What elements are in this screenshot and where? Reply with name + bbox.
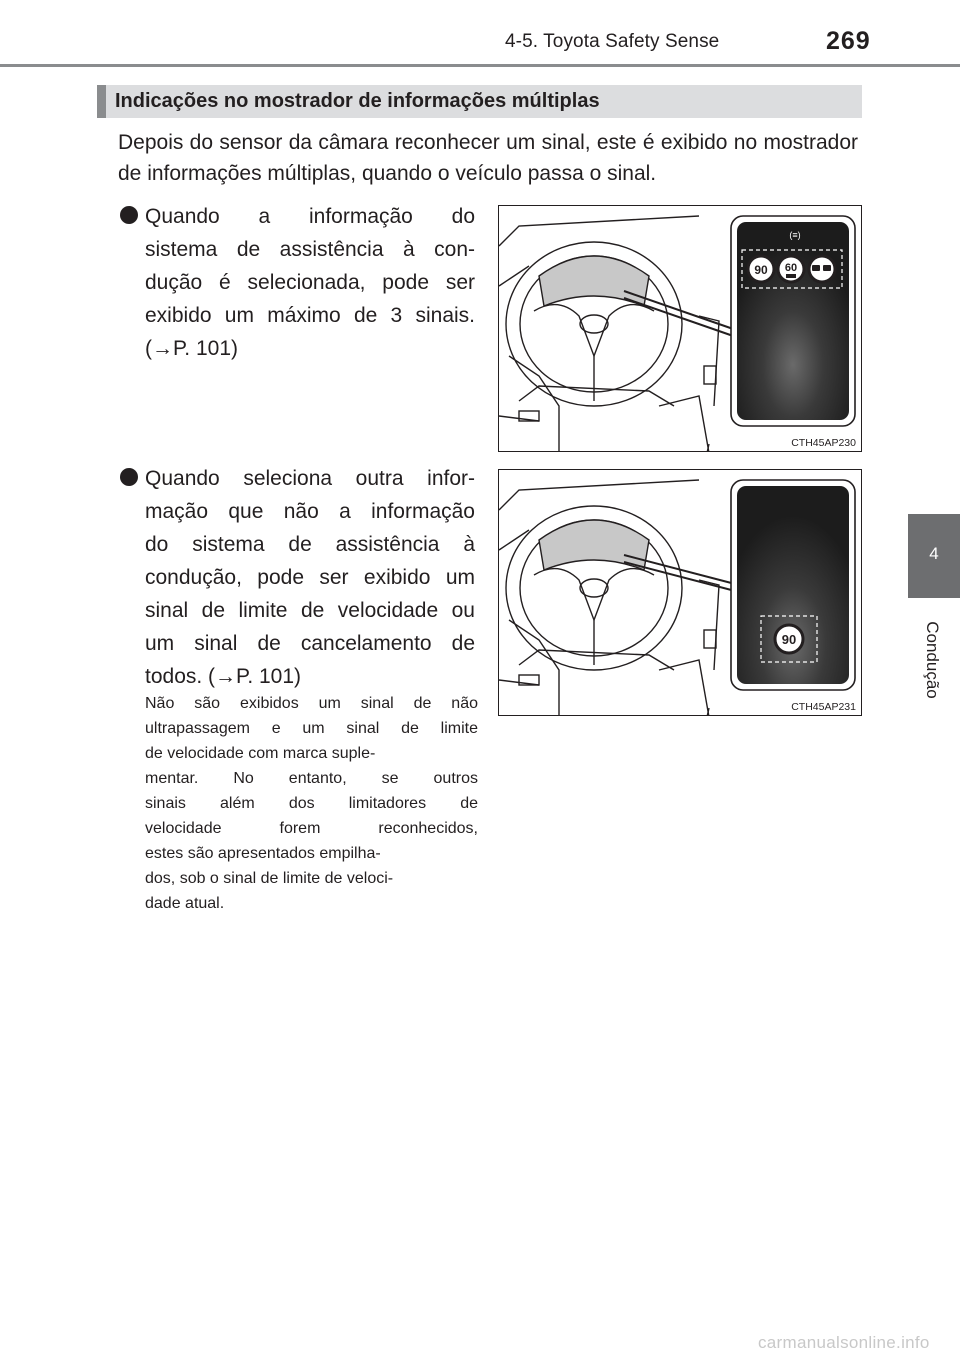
bullet-icon [120,206,138,224]
header-section-title: 4-5. Toyota Safety Sense [505,31,720,52]
bullet-line: Quando seleciona outra infor- [145,467,475,490]
page-reference: (→P. 101) [145,337,238,360]
figure-code: CTH45AP230 [791,437,856,449]
steering-wheel-illustration [499,206,862,452]
bullet-line: um sinal de cancelamento de [145,632,475,655]
note-line: mentar. No entanto, se outros [145,770,478,787]
bullet-line: dução é selecionada, pode ser [145,271,475,294]
bullet-line: Quando a informação do [145,205,475,228]
speed-limit-90-icon [775,625,803,653]
watermark: carmanualsonline.info [758,1333,930,1352]
svg-text:(≡): (≡) [789,230,801,240]
steering-wheel-illustration [499,470,862,716]
intro-line: mostrador de informações múltiplas, quando o veículo passa o sinal. [118,131,858,185]
speed-limit-90-icon [748,256,774,282]
note-line: dos, sob o sinal de limite de veloci- [145,870,394,887]
bullet-line: exibido um máximo de 3 sinais. [145,304,475,327]
svg-text:60: 60 [784,262,798,274]
speed-limit-60-icon [778,256,804,282]
svg-text:90: 90 [781,632,797,647]
chapter-tab [908,514,960,598]
no-overtaking-icon [809,256,835,282]
section-title: Indicações no mostrador de informações múltiplas [115,90,600,112]
dashboard-illustration [498,469,862,716]
chapter-label: Condução [923,621,942,699]
bullet-line: sistema de assistência à con- [145,238,475,261]
dashboard-illustration [498,205,862,452]
note-line: Não são exibidos um sinal de não [145,695,478,712]
bullet-line: mação que não a informação [145,500,475,523]
note-line: ultrapassagem e um sinal de limite [145,720,478,737]
note-line: dade atual. [145,895,225,912]
bullet-line: condução, pode ser exibido um [145,566,475,589]
intro-paragraph [118,127,858,189]
page-reference: todos. (→P. 101) [145,665,302,688]
figure-code: CTH45AP231 [791,701,856,713]
section-heading-bar [97,85,862,118]
svg-text:90: 90 [754,263,768,277]
header-divider [0,64,960,67]
note-line: de velocidade com marca suple- [145,745,376,762]
intro-line: Depois do sensor da câmara reconhecer um sinal, este é exibido no [118,131,758,154]
note-line: estes são apresentados empilha- [145,845,381,862]
page-number: 269 [826,27,871,55]
bullet-icon [120,468,138,486]
bullet-line: sinal de limite de velocidade ou [145,599,475,622]
chapter-number: 4 [929,544,939,563]
bullet-line: do sistema de assistência à [145,533,475,556]
note-line: sinais além dos limitadores de [145,795,478,812]
note-line: velocidade forem reconhecidos, [145,820,478,837]
